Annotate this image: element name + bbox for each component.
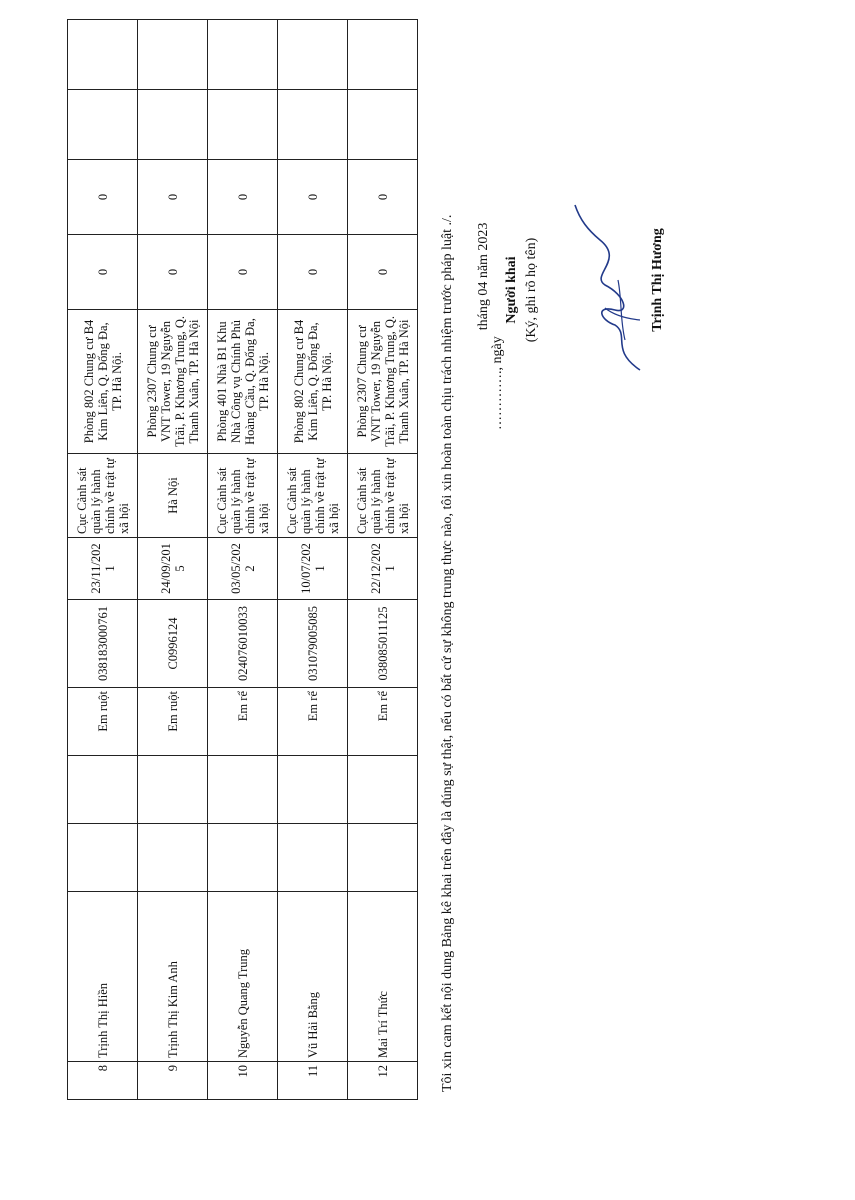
person-name: Nguyễn Quang Trung xyxy=(208,892,278,1062)
empty-cell xyxy=(208,824,278,892)
id-number: 038085011125 xyxy=(348,600,418,688)
empty-cell xyxy=(278,756,348,824)
empty-cell xyxy=(68,756,138,824)
person-name: Trịnh Thị Hiền xyxy=(68,892,138,1062)
relationship: Em rể xyxy=(348,688,418,756)
id-number: 031079005085 xyxy=(278,600,348,688)
value-cell: 0 xyxy=(278,160,348,235)
value-cell: 0 xyxy=(138,235,208,310)
empty-cell xyxy=(68,20,138,90)
issued-by: Cục Cảnh sát quản lý hành chính về trật tự xã hội xyxy=(208,454,278,538)
value-cell: 0 xyxy=(208,160,278,235)
id-number: 038183000761 xyxy=(68,600,138,688)
table-row xyxy=(348,20,418,1100)
empty-cell xyxy=(68,824,138,892)
value-cell: 0 xyxy=(278,235,348,310)
declarant-title: Người khai xyxy=(504,256,519,324)
id-number: C0996124 xyxy=(138,600,208,688)
issued-by: Cục Cảnh sát quản lý hành chính về trật tự xã hội xyxy=(68,454,138,538)
signature-hint: (Ký, ghi rõ họ tên) xyxy=(524,237,539,343)
empty-cell xyxy=(278,90,348,160)
person-name: Mai Trí Thức xyxy=(348,892,418,1062)
row-number: 11 xyxy=(278,1062,348,1100)
empty-cell xyxy=(348,824,418,892)
row-number: 10 xyxy=(208,1062,278,1100)
declaration-table xyxy=(67,19,418,1100)
row-number: 9 xyxy=(138,1062,208,1100)
person-name: Trịnh Thị Kim Anh xyxy=(138,892,208,1062)
value-cell: 0 xyxy=(348,235,418,310)
id-number: 024076010033 xyxy=(208,600,278,688)
empty-cell xyxy=(208,20,278,90)
relationship: Em ruột xyxy=(138,688,208,756)
row-number: 8 xyxy=(68,1062,138,1100)
signer-name: Trịnh Thị Hương xyxy=(650,228,665,332)
value-cell: 0 xyxy=(348,160,418,235)
person-name: Vũ Hải Bằng xyxy=(278,892,348,1062)
empty-cell xyxy=(278,824,348,892)
relationship: Em ruột xyxy=(68,688,138,756)
empty-cell xyxy=(348,20,418,90)
empty-cell xyxy=(208,90,278,160)
empty-cell xyxy=(138,20,208,90)
issued-by: Cục Cảnh sát quản lý hành chính về trật tự xã hội xyxy=(348,454,418,538)
issue-date: 22/12/2021 xyxy=(348,538,418,600)
empty-cell xyxy=(138,824,208,892)
handwritten-signature xyxy=(570,200,650,380)
table-row xyxy=(208,20,278,1100)
issued-by: Hà Nội xyxy=(138,454,208,538)
issue-date: 23/11/2021 xyxy=(68,538,138,600)
sign-date-suffix: tháng 04 năm 2023 xyxy=(476,222,491,331)
signature-block xyxy=(476,150,540,430)
address: Phòng 2307 Chung cư VNT Tower, 19 Nguyễn Trãi, P. Khương Trung, Q. Thanh Xuân, TP. Hà Nội xyxy=(138,310,208,454)
value-cell: 0 xyxy=(68,235,138,310)
relationship: Em rể xyxy=(208,688,278,756)
address: Phòng 802 Chung cư B4 Kim Liên, Q. Đống Đa, TP. Hà Nội. xyxy=(278,310,348,454)
commitment-text: Tôi xin cam kết nội dung Bảng kê khai trên đây là đúng sự thật, nếu có bất cứ sự không trung thực nào, tôi xin hoàn toàn chịu trách nhiệm trước pháp luật ./. xyxy=(440,214,455,1092)
sign-date-prefix: …………., ngày xyxy=(490,336,505,430)
table-row xyxy=(68,20,138,1100)
empty-cell xyxy=(278,20,348,90)
issue-date: 03/05/2022 xyxy=(208,538,278,600)
table-row xyxy=(138,20,208,1100)
value-cell: 0 xyxy=(68,160,138,235)
address: Phòng 802 Chung cư B4 Kim Liên, Q. Đống Đa, TP. Hà Nội. xyxy=(68,310,138,454)
value-cell: 0 xyxy=(138,160,208,235)
empty-cell xyxy=(68,90,138,160)
value-cell: 0 xyxy=(208,235,278,310)
empty-cell xyxy=(138,90,208,160)
empty-cell xyxy=(348,90,418,160)
issue-date: 10/07/2021 xyxy=(278,538,348,600)
empty-cell xyxy=(208,756,278,824)
table-row xyxy=(278,20,348,1100)
address: Phòng 2307 Chung cư VNT Tower, 19 Nguyễn Trãi, P. Khương Trung, Q. Thanh Xuân, TP. Hà Nội xyxy=(348,310,418,454)
issued-by: Cục Cảnh sát quản lý hành chính về trật tự xã hội xyxy=(278,454,348,538)
address: Phòng 401 Nhà B1 Khu Nhà Công vụ Chính Phủ Hoàng Cầu, Q. Đống Đa, TP. Hà Nội. xyxy=(208,310,278,454)
row-number: 12 xyxy=(348,1062,418,1100)
empty-cell xyxy=(138,756,208,824)
relationship: Em rể xyxy=(278,688,348,756)
empty-cell xyxy=(348,756,418,824)
issue-date: 24/09/2015 xyxy=(138,538,208,600)
